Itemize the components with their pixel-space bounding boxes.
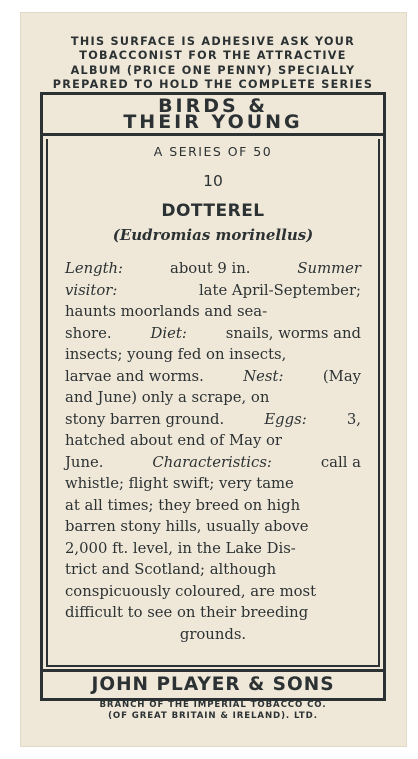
description-text: hatched about end of May or [65, 432, 282, 449]
description-line [65, 602, 361, 624]
description-line [65, 516, 361, 538]
description-text: grounds. [179, 625, 247, 643]
description-text: snails, worms and [225, 324, 361, 342]
branch-notice [34, 700, 392, 722]
description-line [65, 581, 361, 603]
description-text: (May [322, 367, 361, 385]
description-line [65, 344, 361, 366]
description-line [65, 258, 361, 280]
description-line [65, 430, 361, 452]
label-visitor: visitor: [65, 281, 118, 299]
label-diet: Diet: [150, 324, 187, 342]
description-text: stony barren ground. [65, 410, 225, 428]
description-line [65, 495, 361, 517]
description-text: June. [65, 453, 104, 471]
series-title [43, 95, 383, 136]
label-characteristics: Characteristics: [152, 453, 272, 471]
latin-name: (Eudromias morinellus) [112, 226, 314, 244]
notice-line: PREPARED TO HOLD THE COMPLETE SERIES [52, 77, 374, 91]
label-nest: Nest: [243, 367, 284, 385]
description-line [65, 387, 361, 409]
cigarette-card [20, 12, 407, 747]
notice-line: THIS SURFACE IS ADHESIVE ASK YOUR [70, 35, 356, 48]
description-line [65, 301, 361, 323]
description-text: whistle; flight swift; very tame [65, 475, 294, 492]
description-text: difficult to see on their breeding [65, 604, 309, 621]
description-text: and June) only a scrape, on [65, 389, 270, 406]
description-text: trict and Scotland; although [65, 561, 277, 578]
description-text: insects; young fed on insects, [65, 346, 287, 363]
description-text: larvae and worms. [65, 367, 204, 385]
description-text: about 9 in. [170, 260, 251, 277]
description-text: 3, [346, 410, 361, 428]
description-line [65, 473, 361, 495]
description-line [65, 624, 361, 646]
description-line [65, 280, 361, 302]
card-number: 10 [203, 172, 223, 190]
description-line [65, 538, 361, 560]
notice-line: ALBUM (PRICE ONE PENNY) SPECIALLY [70, 63, 356, 77]
content-box [46, 139, 380, 667]
description-line [65, 409, 361, 431]
series-title-line2: THEIR YOUNG [123, 111, 303, 133]
description [65, 258, 361, 645]
description-text: 2,000 ft. level, in the Lake Dis- [65, 539, 296, 557]
card-frame [40, 92, 386, 701]
description-text: conspicuously coloured, are most [65, 582, 317, 600]
description-text: late April-September; [198, 281, 361, 299]
label-eggs: Eggs: [264, 410, 307, 428]
bird-name: DOTTEREL [161, 201, 265, 221]
description-text: shore. [65, 324, 112, 342]
maker-name: JOHN PLAYER & SONS [43, 669, 383, 698]
series-size: A SERIES OF 50 [153, 144, 273, 159]
description-line [65, 366, 361, 388]
description-line [65, 323, 361, 345]
description-line [65, 452, 361, 474]
branch-line: (OF GREAT BRITAIN & IRELAND). LTD. [108, 711, 318, 721]
label-length: Length: [65, 260, 124, 277]
series-title-line1: BIRDS & [158, 95, 268, 117]
adhesive-notice [34, 35, 392, 92]
branch-line: BRANCH OF THE IMPERIAL TOBACCO CO. [99, 700, 327, 710]
description-text: call a [320, 453, 361, 471]
description-text: haunts moorlands and sea- [65, 303, 268, 320]
label-summer: Summer [297, 260, 361, 277]
notice-line: TOBACCONIST FOR THE ATTRACTIVE [79, 49, 347, 63]
description-text: barren stony hills, usually above [65, 518, 309, 535]
description-line [65, 559, 361, 581]
description-text: at all times; they breed on high [65, 496, 301, 514]
